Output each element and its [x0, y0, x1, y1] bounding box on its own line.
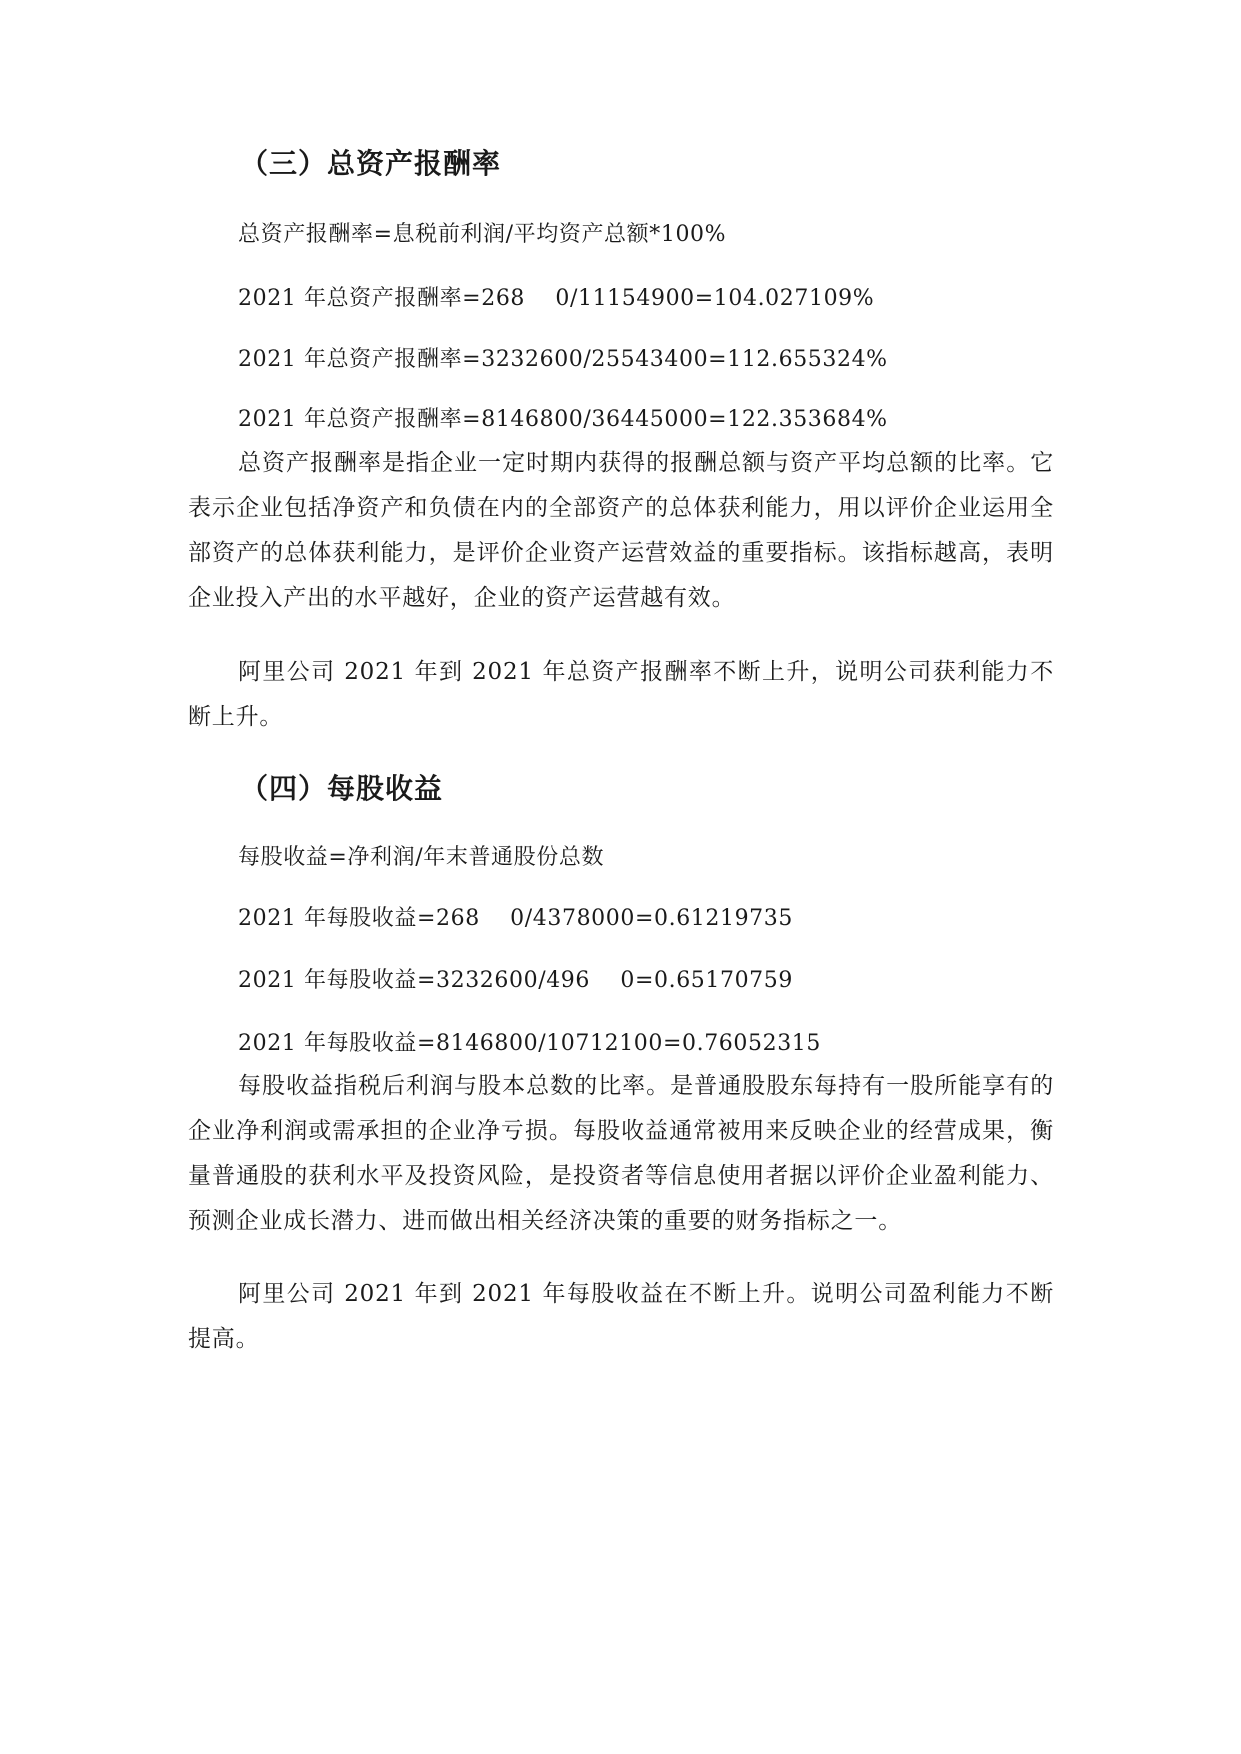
calc-line: 2021 年总资产报酬率=3232600/25543400=112.655324% — [238, 347, 888, 372]
calc-line: 2021 年每股收益=3232600/496 0=0.65170759 — [238, 968, 793, 993]
conclusion-paragraph: 阿里公司 2021 年到 2021 年每股收益在不断上升。说明公司盈利能力不断提高。 — [188, 1281, 1054, 1352]
conclusion-paragraph: 阿里公司 2021 年到 2021 年总资产报酬率不断上升，说明公司获利能力不断上升。 — [188, 659, 1054, 730]
calc-line: 2021 年每股收益=8146800/10712100=0.76052315 — [238, 1031, 821, 1056]
description-paragraph: 总资产报酬率是指企业一定时期内获得的报酬总额与资产平均总额的比率。它表示企业包括净资产和负债在内的全部资产的总体获利能力，用以评价企业运用全部资产的总体获利能力，是评价企业资产运营效益的重要指标。该指标越高，表明企业投入产出的水平越好，企业的资产运营越有效。 — [188, 450, 1054, 611]
section-heading-earnings-per-share: （四）每股收益 — [240, 772, 444, 805]
formula-earnings-per-share: 每股收益=净利润/年末普通股份总数 — [238, 845, 605, 870]
calc-line: 2021 年总资产报酬率=8146800/36445000=122.353684% — [238, 407, 888, 432]
description-paragraph: 每股收益指税后利润与股本总数的比率。是普通股股东每持有一股所能享有的企业净利润或需承担的企业净亏损。每股收益通常被用来反映企业的经营成果，衡量普通股的获利水平及投资风险，是投资者等信息使用者据以评价企业盈利能力、预测企业成长潜力、进而做出相关经济决策的重要的财务指标之一。 — [188, 1073, 1054, 1234]
section-heading-return-on-assets: （三）总资产报酬率 — [240, 147, 502, 180]
formula-return-on-assets: 总资产报酬率=息税前利润/平均资产总额*100% — [238, 222, 727, 247]
calc-line: 2021 年每股收益=268 0/4378000=0.61219735 — [238, 906, 793, 931]
calc-line: 2021 年总资产报酬率=268 0/11154900=104.027109% — [238, 286, 875, 311]
